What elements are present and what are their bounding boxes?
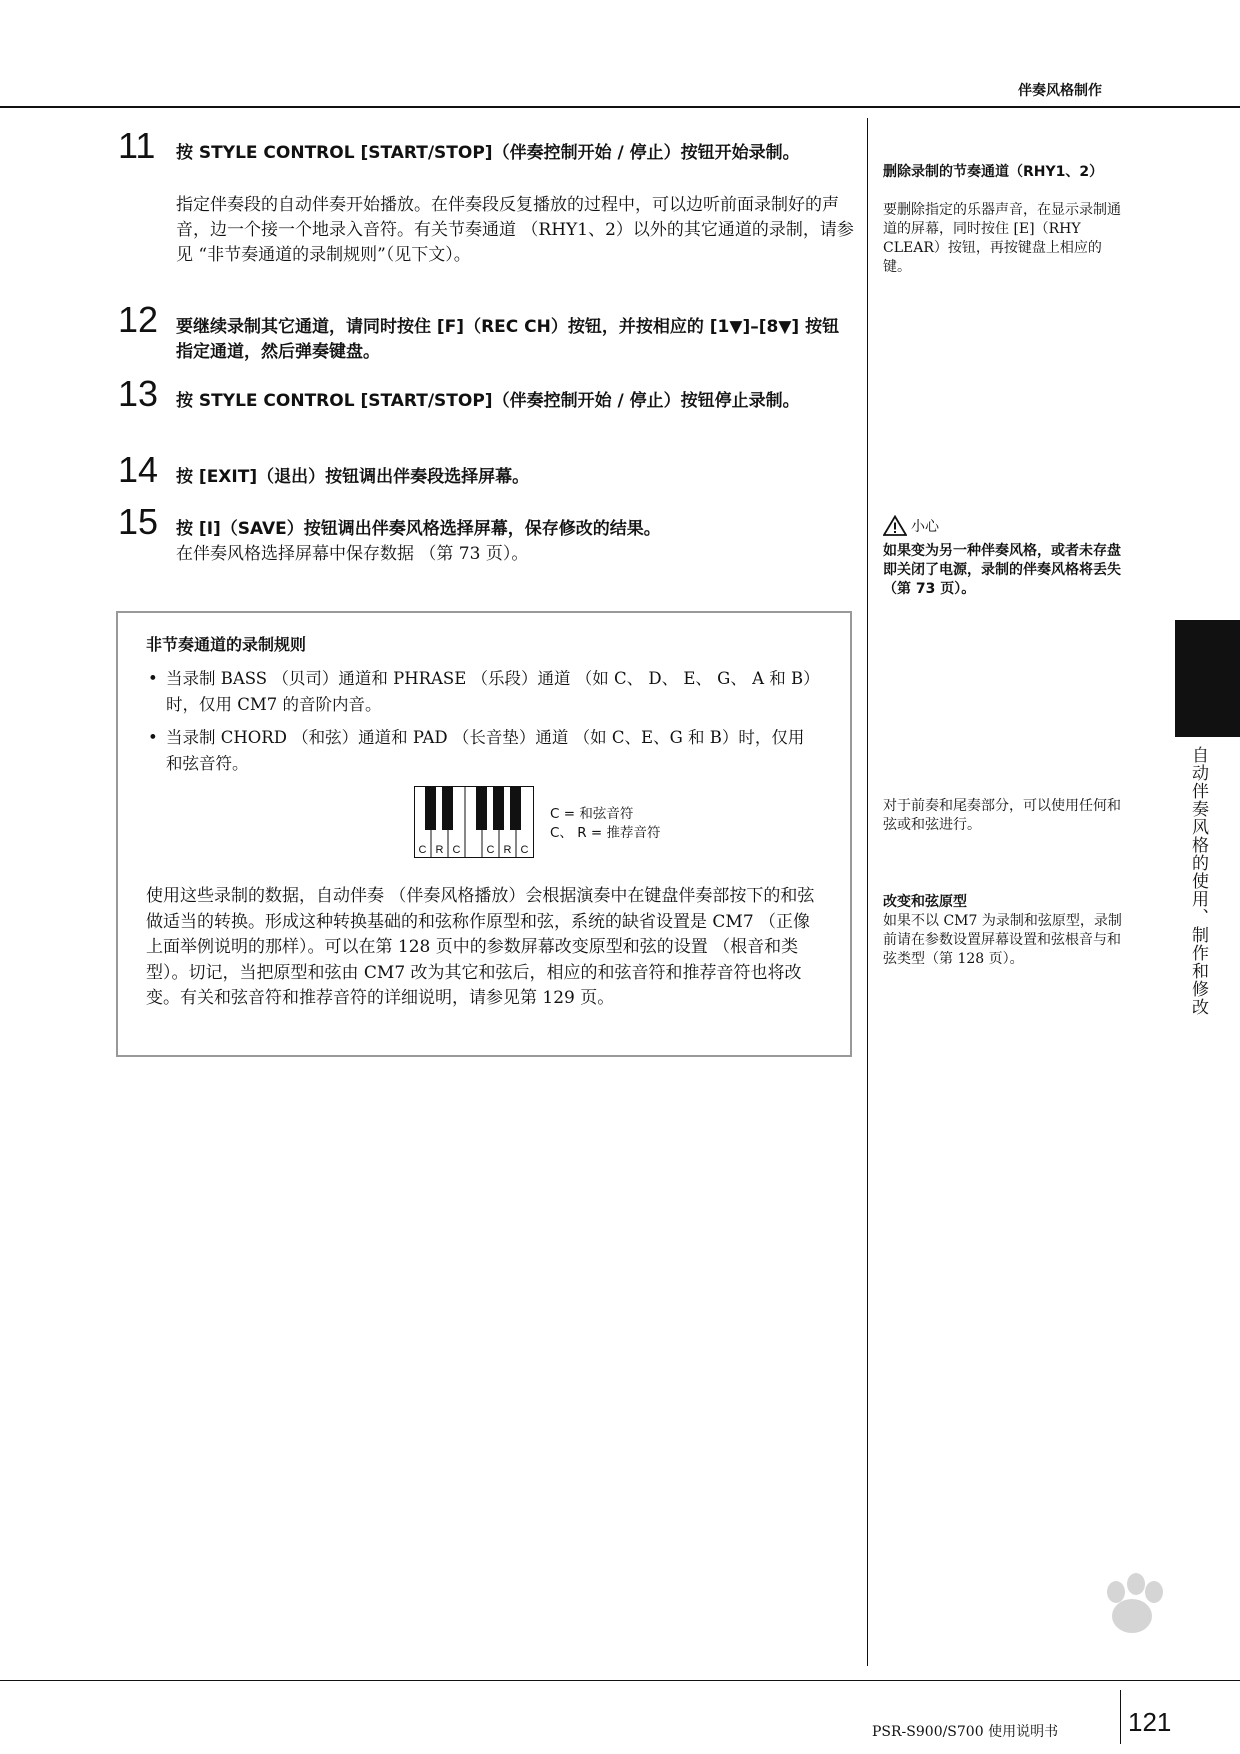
step-number: 14 (118, 449, 159, 490)
watermark-logo (880, 1558, 1180, 1678)
step-heading: 按 STYLE CONTROL [START/STOP]（伴奏控制开始 / 停止）按钮开始录制。 (176, 143, 800, 163)
step-heading: 要继续录制其它通道，请同时按住 [F]（REC CH）按钮，并按相应的 [1▼]–[8▼] 按钮指定通道，然后弹奏键盘。 (176, 317, 840, 362)
key-label: R (435, 844, 444, 856)
sidebar-note-title: 改变和弦原型 (883, 894, 967, 910)
keyboard-diagram (414, 786, 534, 858)
caution-label: 小心 (911, 518, 939, 535)
step-heading: 按 STYLE CONTROL [START/STOP]（伴奏控制开始 / 停止）按钮停止录制。 (176, 391, 800, 411)
step-number: 12 (118, 299, 159, 340)
key-label: C (418, 844, 427, 856)
step-number: 11 (118, 125, 156, 166)
footer-divider (1120, 1690, 1121, 1744)
black-key (510, 786, 521, 830)
chapter-tab-label: 自动伴奏风格的使用、制作和修改 (1188, 746, 1208, 1016)
key-label: C (486, 844, 495, 856)
footer-rule (0, 1680, 1240, 1681)
sidebar-note-body: 如果不以 CM7 为录制和弦原型，录制前请在参数设置屏幕设置和弦根音与和弦类型（第 128 页）。 (883, 913, 1122, 967)
rules-bullet-text: 当录制 BASS （贝司）通道和 PHRASE （乐段）通道 （如 C、 D、 E、 G、 A 和 B）时，仅用 CM7 的音阶内音。 (166, 669, 820, 714)
caution-body: 如果变为另一种伴奏风格，或者未存盘即关闭了电源，录制的伴奏风格将丢失（第 73 页）。 (883, 543, 1121, 597)
black-key (425, 786, 436, 830)
header-rule (0, 106, 1240, 108)
section-title: 伴奏风格制作 (1018, 83, 1102, 99)
paw-icon (880, 1558, 1180, 1678)
key-label: C (452, 844, 461, 856)
bullet-dot-icon: • (148, 728, 158, 747)
step-heading: 按 [EXIT]（退出）按钮调出伴奏段选择屏幕。 (176, 467, 530, 487)
keyboard-legend-recommended: C、 R = 推荐音符 (550, 825, 661, 841)
rules-bullet-text: 当录制 CHORD （和弦）通道和 PAD （长音垫）通道 （如 C、E、G 和 B）时，仅用和弦音符。 (166, 728, 805, 773)
caution-header (883, 515, 939, 536)
step-body: 在伴奏风格选择屏幕中保存数据 （第 73 页）。 (176, 544, 529, 564)
rules-box-paragraph: 使用这些录制的数据，自动伴奏 （伴奏风格播放）会根据演奏中在键盘伴奏部按下的和弦做适当的转换。形成这种转换基础的和弦称作原型和弦，系统的缺省设置是 CM7 （正像上面举例说明的那样）。可以在第 128 页中的参数屏幕改变原型和弦的设置 （根音和类型）。切记，当把原型和弦由 CM7 改为其它和弦后，相应的和弦音符和推荐音符也将改变。有关和弦音符和推荐音符的详细说明，请参见第 129 页。 (146, 886, 815, 1008)
key-label: R (503, 844, 512, 856)
black-key (442, 786, 453, 830)
sidebar-note-body: 要删除指定的乐器声音，在显示录制通道的屏幕，同时按住 [E]（RHY CLEAR）按钮，再按键盘上相应的键。 (883, 202, 1121, 275)
rules-box-title: 非节奏通道的录制规则 (146, 635, 307, 654)
black-key (476, 786, 487, 830)
keyboard-legend-chord: C = 和弦音符 (550, 806, 634, 822)
rules-bullet (148, 725, 820, 777)
step-heading: 按 [I]（SAVE）按钮调出伴奏风格选择屏幕，保存修改的结果。 (176, 519, 661, 539)
key-label: C (520, 844, 529, 856)
bullet-dot-icon: • (148, 669, 158, 688)
step-number: 13 (118, 373, 159, 414)
sidebar-note-body: 对于前奏和尾奏部分，可以使用任何和弦或和弦进行。 (883, 798, 1121, 833)
step-number: 15 (118, 501, 159, 542)
step-body: 指定伴奏段的自动伴奏开始播放。在伴奏段反复播放的过程中，可以边听前面录制好的声音，边一个接一个地录入音符。有关节奏通道 （RHY1、2）以外的其它通道的录制，请参见 “非节奏通道的录制规则”（见下文）。 (176, 195, 854, 265)
column-divider (867, 118, 868, 1666)
warning-icon (883, 515, 907, 536)
chapter-tab-marker (1175, 620, 1240, 737)
page-number: 121 (1128, 1707, 1172, 1737)
sidebar-note-title: 删除录制的节奏通道（RHY1、2） (883, 164, 1104, 180)
footer-model: PSR-S900/S700 使用说明书 (872, 1724, 1059, 1740)
rules-bullet (148, 666, 820, 718)
black-key (493, 786, 504, 830)
